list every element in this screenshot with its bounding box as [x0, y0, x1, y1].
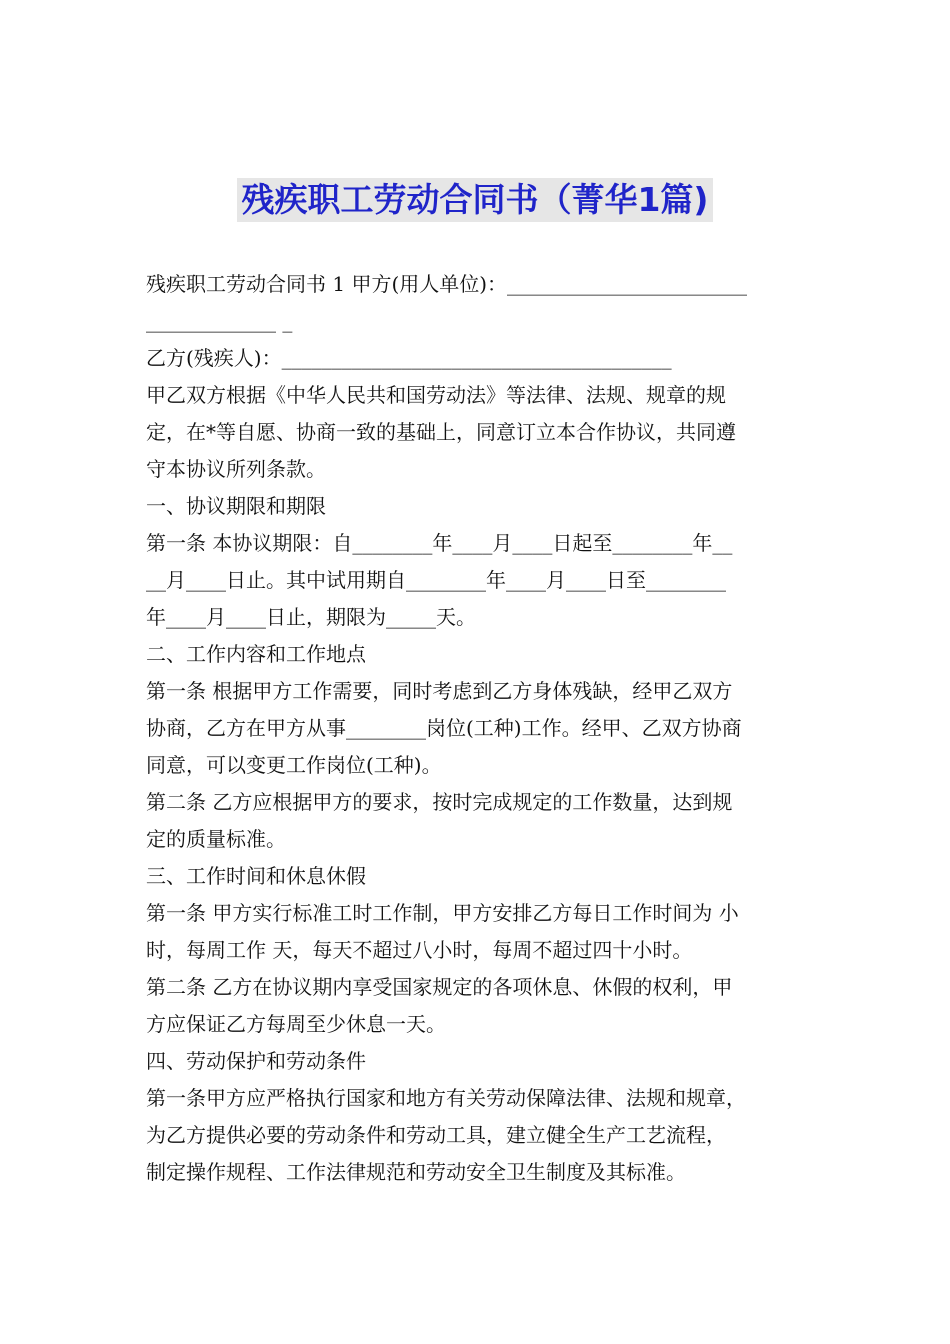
line-04: 甲乙双方根据《中华人民共和国劳动法》等法律、法规、规章的规: [146, 383, 726, 407]
line-21: 方应保证乙方每周至少休息一天。: [146, 1012, 446, 1036]
line-12: 第一条 根据甲方工作需要，同时考虑到乙方身体残缺，经甲乙双方: [146, 679, 733, 703]
line-08: 第一条 本协议期限：自________年____月____日起至________年__: [146, 531, 733, 555]
line-14: 同意，可以变更工作岗位(工种)。: [146, 753, 442, 777]
section-heading-2: 二、工作内容和工作地点: [146, 642, 366, 666]
line-02: _____________ _: [146, 309, 293, 333]
line-13: 协商，乙方在甲方从事________岗位(工种)工作。经甲、乙双方协商: [146, 716, 742, 740]
document-body: [146, 266, 810, 1191]
line-03: 乙方(残疾人)：_______________________________________: [146, 346, 672, 370]
line-20: 第二条 乙方在协议期内享受国家规定的各项休息、休假的权利，甲: [146, 975, 733, 999]
line-18: 第一条 甲方实行标准工时工作制，甲方安排乙方每日工作时间为 小: [146, 901, 739, 925]
line-19: 时，每周工作 天，每天不超过八小时，每周不超过四十小时。: [146, 938, 693, 962]
line-23: 第一条甲方应严格执行国家和地方有关劳动保障法律、法规和规章，: [146, 1086, 746, 1110]
line-25: 制定操作规程、工作法律规范和劳动安全卫生制度及其标准。: [146, 1160, 686, 1184]
section-heading-1: 一、协议期限和期限: [146, 494, 326, 518]
section-heading-3: 三、工作时间和休息休假: [146, 864, 366, 888]
line-01: 残疾职工劳动合同书 1 甲方(用人单位)：________________________: [146, 272, 748, 296]
section-heading-4: 四、劳动保护和劳动条件: [146, 1049, 366, 1073]
line-16: 定的质量标准。: [146, 827, 286, 851]
line-15: 第二条 乙方应根据甲方的要求，按时完成规定的工作数量，达到规: [146, 790, 733, 814]
line-10: 年____月____日止，期限为_____天。: [146, 605, 476, 629]
line-06: 守本协议所列条款。: [146, 457, 326, 481]
line-05: 定，在*等自愿、协商一致的基础上，同意订立本合作协议，共同遵: [146, 420, 736, 444]
line-24: 为乙方提供必要的劳动条件和劳动工具，建立健全生产工艺流程，: [146, 1123, 726, 1147]
document-title: 残疾职工劳动合同书（菁华1篇): [237, 178, 712, 222]
title-wrap: [0, 178, 950, 222]
line-09: __月____日止。其中试用期自________年____月____日至________: [146, 568, 726, 592]
